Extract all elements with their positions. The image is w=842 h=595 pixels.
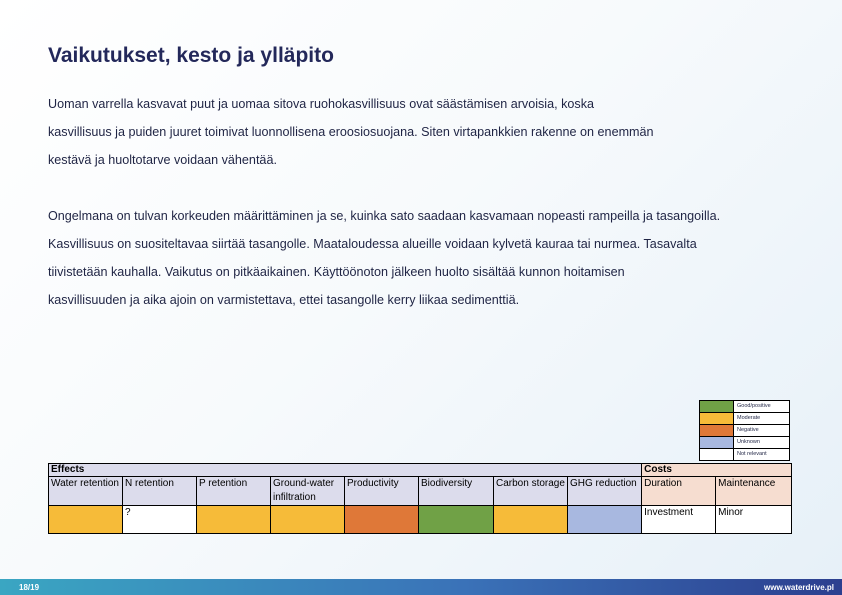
value-row [49, 506, 792, 534]
legend-row [700, 449, 790, 461]
value-cell: Investment [642, 506, 716, 534]
paragraph-line: kasvillisuuden ja aika ajoin on varmistettava, ettei tasangolle kerry liikaa sedimenttiä. [48, 293, 520, 307]
paragraph-line: Ongelmana on tulvan korkeuden määrittäminen ja se, kuinka sato saadaan kasvamaan nopeasti rampeilla ja tasangoilla. [48, 209, 721, 223]
column-header: Duration [642, 477, 716, 506]
page-title: Vaikutukset, kesto ja ylläpito [48, 44, 334, 67]
legend-row [700, 413, 790, 425]
effects-header: Effects [49, 464, 642, 477]
column-header: Ground-water infiltration [271, 477, 345, 506]
column-header: Productivity [345, 477, 419, 506]
column-header: P retention [197, 477, 271, 506]
legend-label: Unknown [734, 437, 790, 449]
paragraph-line: kestävä ja huoltotarve voidaan vähentää. [48, 153, 277, 167]
legend-row [700, 425, 790, 437]
value-cell [494, 506, 568, 534]
value-cell [345, 506, 419, 534]
legend-swatch [700, 437, 734, 449]
legend-row [700, 437, 790, 449]
legend-swatch [700, 425, 734, 437]
column-header: N retention [123, 477, 197, 506]
column-header: GHG reduction [568, 477, 642, 506]
website-link[interactable]: www.waterdrive.pl [764, 583, 834, 592]
legend-swatch [700, 401, 734, 413]
value-cell [197, 506, 271, 534]
costs-header: Costs [642, 464, 792, 477]
value-cell [419, 506, 494, 534]
legend-label: Good/positive [734, 401, 790, 413]
column-header-row [49, 477, 792, 506]
value-cell [49, 506, 123, 534]
paragraph-line: kasvillisuus ja puiden juuret toimivat luonnollisena eroosiosuojana. Siten virtapankkien rakenne on enemmän [48, 125, 654, 139]
column-header: Carbon storage [494, 477, 568, 506]
column-header: Maintenance [716, 477, 792, 506]
paragraph-line: Uoman varrella kasvavat puut ja uomaa sitova ruohokasvillisuus ovat säästämisen arvoisia, koska [48, 97, 594, 111]
value-cell: ? [123, 506, 197, 534]
legend-swatch [700, 413, 734, 425]
legend-label: Negative [734, 425, 790, 437]
group-header-row [49, 464, 792, 477]
footer-bar [0, 579, 842, 595]
value-cell: Minor [716, 506, 792, 534]
legend-label: Moderate [734, 413, 790, 425]
paragraph-line: tiivistetään kauhalla. Vaikutus on pitkäaikainen. Käyttöönoton jälkeen huolto sisältää kunnon hoitamisen [48, 265, 625, 279]
problem-paragraph [48, 202, 818, 314]
value-cell [568, 506, 642, 534]
legend-row [700, 401, 790, 413]
color-legend [699, 400, 790, 461]
intro-paragraph [48, 90, 818, 174]
page-number: 18/19 [19, 583, 40, 592]
legend-label: Not relevant [734, 449, 790, 461]
paragraph-line: Kasvillisuus on suositeltavaa siirtää tasangolle. Maataloudessa alueille voidaan kylvetä kauraa tai nurmea. Tasavalta [48, 237, 697, 251]
column-header: Water retention [49, 477, 123, 506]
column-header: Biodiversity [419, 477, 494, 506]
effects-table [48, 463, 792, 534]
value-cell [271, 506, 345, 534]
legend-swatch [700, 449, 734, 461]
